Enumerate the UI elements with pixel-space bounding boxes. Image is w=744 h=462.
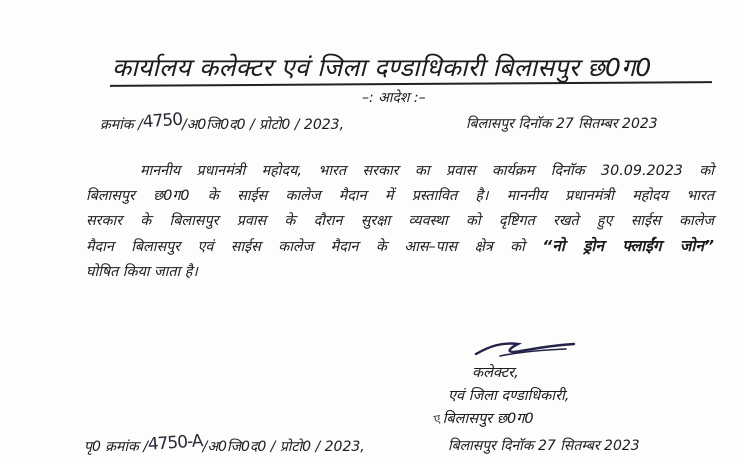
no-drone-zone-quote: “नो ड्रोन फ्लाईंग जोन” bbox=[542, 237, 715, 255]
body-line: माननीय प्रधानमंत्री महोदय, भारत सरकार का प्रवास कार्यक्रम दिनॉक 30.09.2023 को bbox=[140, 163, 714, 179]
handwritten-order-number: 4750 bbox=[141, 109, 183, 133]
body-line: घोषित किया जाता है। bbox=[86, 264, 198, 280]
reference-prefix: क्रमांक / bbox=[100, 117, 143, 133]
order-reference bbox=[100, 109, 345, 134]
body-line: सरकार के बिलासपुर प्रवास के दौरान सुरक्षा व्यवस्था को दृष्टिगत रखते हुए साईस कालेज bbox=[86, 213, 714, 229]
endorsement-suffix: /अ0जि0द0 / प्रोटो0 / 2023, bbox=[202, 439, 365, 455]
order-place-date: बिलासपुर दिनॉक 27 सितम्बर 2023 bbox=[466, 116, 658, 132]
order-body bbox=[86, 159, 714, 285]
order-heading: –: आदेश :– bbox=[362, 90, 426, 106]
endorsement-prefix: पृ0 क्रमांक / bbox=[84, 439, 148, 455]
signatory-place: बिलासपुर छ0ग0 bbox=[442, 411, 534, 427]
endorsement-reference bbox=[84, 431, 365, 456]
reference-suffix: /अ0जि0द0 / प्रोटो0 / 2023, bbox=[181, 117, 345, 133]
body-line bbox=[86, 234, 714, 260]
signatory-role: एवं जिला दण्डाधिकारी, bbox=[448, 388, 570, 404]
office-title: कार्यालय कलेक्टर एवं जिला दण्डाधिकारी बिलासपुर छ0ग0 bbox=[112, 53, 652, 82]
handwritten-endorsement-number: 4750-A bbox=[147, 431, 204, 455]
endorsement-place-date: बिलासपुर दिनॉक 27 सितम्बर 2023 bbox=[448, 438, 640, 454]
signature-mark bbox=[470, 332, 580, 366]
signatory-place-line bbox=[432, 408, 569, 431]
signatory-block bbox=[432, 362, 570, 431]
initial-mark-icon: ए bbox=[432, 411, 442, 427]
body-line: बिलासपुर छ0ग0 के साईस कालेज मैदान में प्रस्तावित है। माननीय प्रधानमंत्री महोदय भारत bbox=[86, 188, 714, 204]
signatory-designation: कलेक्टर, bbox=[472, 365, 519, 381]
body-line-text: मैदान बिलासपुर एवं साईस कालेज मैदान के आस–पास क्षेत्र को bbox=[86, 239, 525, 255]
